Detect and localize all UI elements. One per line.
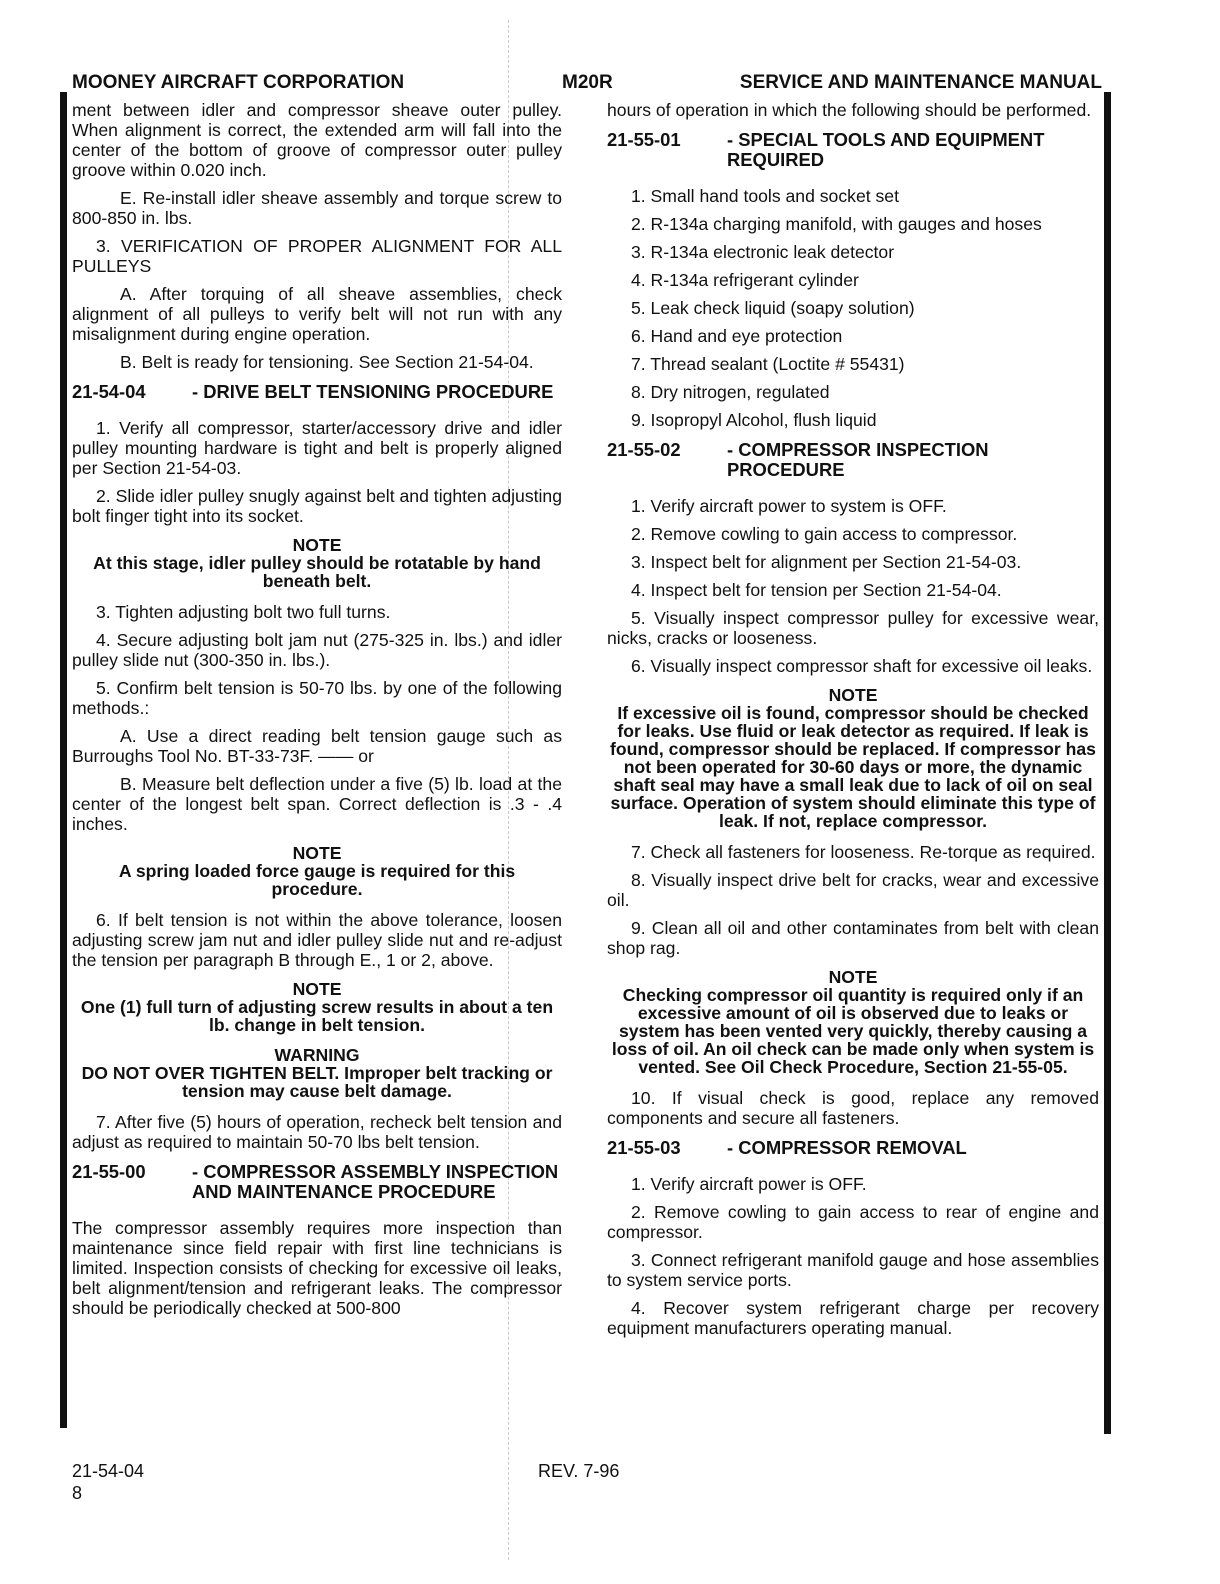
section-number: 21-55-02 — [607, 439, 681, 460]
paragraph: ment between idler and compressor sheave outer pulley. When alignment is correct, the extended arm will fall into the center of the bottom of groove of compressor outer pulley groove within 0.020 inch. — [72, 100, 562, 180]
note-title: NOTE — [292, 843, 342, 863]
note-body: If excessive oil is found, compressor should be checked for leaks. Use fluid or leak detector as required. If leak is found, compressor should be replaced. If compressor has not been operated for 30-60 days or more, the dynamic shaft seal may have a small leak due to lack of oil on seal surface. Operation of system should eliminate this type of leak. If not, replace compressor. — [610, 703, 1096, 831]
list-item: 3. R-134a electronic leak detector — [631, 242, 895, 262]
list-item: 5. Leak check liquid (soapy solution) — [631, 298, 915, 318]
section-title: - COMPRESSOR REMOVAL — [727, 1137, 967, 1158]
note-block — [607, 968, 1099, 1076]
step: 4. Inspect belt for tension per Section 21-54-04. — [631, 580, 1002, 600]
warning-title: WARNING — [274, 1045, 360, 1065]
paragraph: hours of operation in which the following should be performed. — [607, 100, 1092, 120]
step: 4. Secure adjusting bolt jam nut (275-325 in. lbs.) and idler pulley slide nut (300-350 in. lbs.). — [72, 630, 562, 670]
section-number: 21-55-03 — [607, 1137, 681, 1158]
step: 7. After five (5) hours of operation, recheck belt tension and adjust as required to maintain 50-70 lbs belt tension. — [72, 1112, 562, 1152]
note-body: One (1) full turn of adjusting screw results in about a ten lb. change in belt tension. — [80, 997, 554, 1035]
footer-section-number: 21-54-04 — [72, 1461, 145, 1481]
list-item: 9. Isopropyl Alcohol, flush liquid — [631, 410, 877, 430]
note-title: NOTE — [828, 685, 878, 705]
page-header — [72, 72, 1102, 98]
note-body: Checking compressor oil quantity is required only if an excessive amount of oil is observed due to leaks or system has been vented very quickly, thereby causing a loss of oil. An oil check can be made only when system is vented. See Oil Check Procedure, Section 21-55-05. — [611, 985, 1095, 1077]
list-item: 6. Hand and eye protection — [631, 326, 843, 346]
warning-body: DO NOT OVER TIGHTEN BELT. Improper belt tracking or tension may cause belt damage. — [81, 1063, 553, 1101]
warning-block — [72, 1046, 562, 1100]
section-title: - DRIVE BELT TENSIONING PROCEDURE — [192, 381, 554, 402]
step: 3. Tighten adjusting bolt two full turns. — [96, 602, 391, 622]
step: 9. Clean all oil and other contaminates from belt with clean shop rag. — [607, 918, 1099, 958]
step: 8. Visually inspect drive belt for cracks, wear and excessive oil. — [607, 870, 1099, 910]
step: 5. Confirm belt tension is 50-70 lbs. by one of the following methods.: — [72, 678, 562, 718]
step: B. Measure belt deflection under a five (5) lb. load at the center of the longest belt span. Correct deflection is .3 - .4 inches. — [72, 774, 562, 834]
step: 1. Verify all compressor, starter/accessory drive and idler pulley mounting hardware is tight and belt is properly aligned per Section 21-54-03. — [72, 418, 562, 478]
list-item: 7. Thread sealant (Loctite # 55431) — [631, 354, 905, 374]
list-item: 8. Dry nitrogen, regulated — [631, 382, 830, 402]
header-model: M20R — [562, 72, 613, 93]
step: 7. Check all fasteners for looseness. Re-torque as required. — [631, 842, 1096, 862]
section-title: - COMPRESSOR ASSEMBLY INSPECTION AND MAINTENANCE PROCEDURE — [192, 1161, 559, 1202]
revision-bar-left — [60, 92, 67, 1428]
note-title: NOTE — [292, 979, 342, 999]
step: 2. Slide idler pulley snugly against belt and tighten adjusting bolt finger tight into its socket. — [72, 486, 562, 526]
step: 6. If belt tension is not within the above tolerance, loosen adjusting screw jam nut and idler pulley slide nut and re-adjust the tension per paragraph B through E., 1 or 2, above. — [72, 910, 562, 970]
note-block — [72, 844, 562, 898]
note-body: A spring loaded force gauge is required for this procedure. — [118, 861, 516, 899]
step: 1. Verify aircraft power is OFF. — [631, 1174, 867, 1194]
step: 5. Visually inspect compressor pulley for excessive wear, nicks, cracks or looseness. — [607, 608, 1099, 648]
note-block — [72, 536, 562, 590]
section-title: - SPECIAL TOOLS AND EQUIPMENT REQUIRED — [727, 129, 1045, 170]
section-number: 21-55-00 — [72, 1161, 146, 1182]
paragraph: The compressor assembly requires more inspection than maintenance since field repair with first line technicians is limited. Inspection consists of checking for excessive oil leaks, belt alignment/tension and refrigerant leaks. The compressor should be periodically checked at 500-800 — [72, 1218, 562, 1318]
section-heading — [72, 1162, 562, 1202]
step: 4. Recover system refrigerant charge per recovery equipment manufacturers operating manual. — [607, 1298, 1099, 1338]
step: 10. If visual check is good, replace any removed components and secure all fasteners. — [607, 1088, 1099, 1128]
list-item: 2. R-134a charging manifold, with gauges and hoses — [631, 214, 1042, 234]
header-company: MOONEY AIRCRAFT CORPORATION — [72, 72, 405, 93]
paragraph: E. Re-install idler sheave assembly and torque screw to 800-850 in. lbs. — [72, 188, 562, 228]
note-block — [72, 980, 562, 1034]
section-heading — [607, 130, 1099, 170]
note-title: NOTE — [292, 535, 342, 555]
right-column — [607, 100, 1099, 1346]
page-number: 8 — [72, 1483, 83, 1503]
footer-revision: REV. 7-96 — [538, 1461, 620, 1481]
note-body: At this stage, idler pulley should be rotatable by hand beneath belt. — [93, 553, 541, 591]
note-title: NOTE — [828, 967, 878, 987]
section-number: 21-54-04 — [72, 381, 146, 402]
section-heading — [72, 382, 562, 402]
step: A. Use a direct reading belt tension gauge such as Burroughs Tool No. BT-33-73F. —— or — [72, 726, 562, 766]
left-column — [72, 100, 562, 1326]
section-heading — [607, 1138, 1099, 1158]
section-heading — [607, 440, 1099, 480]
step: 6. Visually inspect compressor shaft for excessive oil leaks. — [631, 656, 1093, 676]
note-block — [607, 686, 1099, 830]
section-title: - COMPRESSOR INSPECTION PROCEDURE — [727, 439, 989, 480]
step: 3. Inspect belt for alignment per Section 21-54-03. — [631, 552, 1022, 572]
paragraph: A. After torquing of all sheave assemblies, check alignment of all pulleys to verify belt will not run with any misalignment during engine operation. — [72, 284, 562, 344]
tools-list — [607, 186, 1099, 430]
revision-bar-right — [1104, 92, 1111, 1434]
step: 1. Verify aircraft power to system is OFF. — [631, 496, 947, 516]
step: 2. Remove cowling to gain access to compressor. — [631, 524, 1018, 544]
footer-left — [72, 1460, 144, 1504]
list-item: 4. R-134a refrigerant cylinder — [631, 270, 859, 290]
paragraph: 3. VERIFICATION OF PROPER ALIGNMENT FOR ALL PULLEYS — [72, 236, 562, 276]
header-manual-title: SERVICE AND MAINTENANCE MANUAL — [739, 72, 1102, 93]
paragraph: B. Belt is ready for tensioning. See Section 21-54-04. — [120, 352, 534, 372]
section-number: 21-55-01 — [607, 129, 681, 150]
list-item: 1. Small hand tools and socket set — [631, 186, 899, 206]
step: 2. Remove cowling to gain access to rear of engine and compressor. — [607, 1202, 1099, 1242]
step: 3. Connect refrigerant manifold gauge and hose assemblies to system service ports. — [607, 1250, 1099, 1290]
